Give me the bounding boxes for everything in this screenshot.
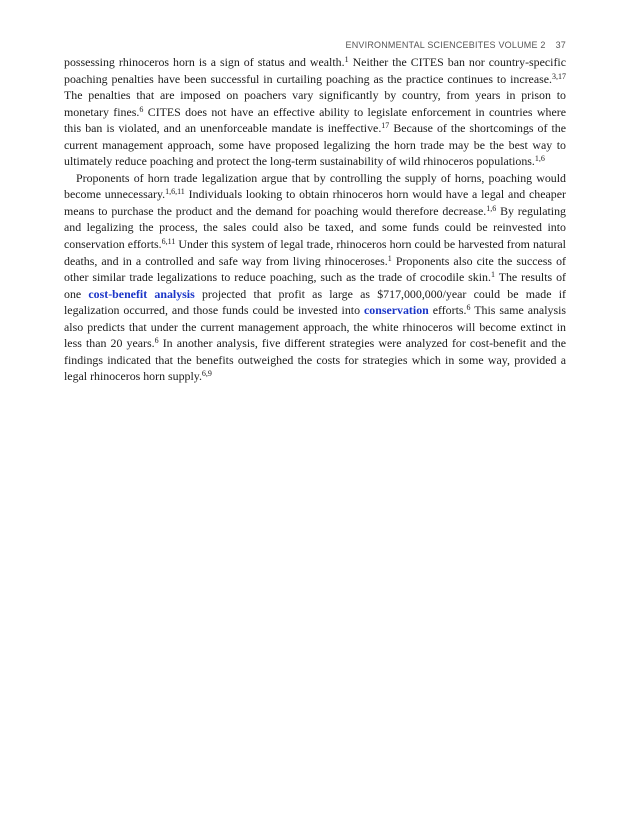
citation: 3,17 — [552, 71, 566, 81]
running-header — [346, 40, 566, 50]
sentence: Proponents also cite the success of other similar trade legalizations to reduce poaching, such as the trade of crocodile skin. — [64, 253, 566, 285]
sentence: Neither the CITES ban nor country-specific poaching penalties have been successful in curtailing poaching as the practice continues to increase. — [64, 55, 566, 86]
citation: 6,9 — [201, 369, 212, 379]
paragraph-1 — [64, 54, 566, 170]
citation: 6,11 — [161, 237, 176, 247]
body-text — [64, 54, 566, 385]
citation: 1,6 — [486, 203, 497, 213]
citation: 6 — [466, 303, 471, 313]
citation: 1 — [490, 270, 495, 280]
sentence: The penalties that are imposed on poachers vary significantly by country, from years in prison to monetary fines. — [64, 88, 566, 119]
sentence: efforts. — [428, 303, 467, 318]
sentence: In another analysis, five different strategies were analyzed for cost-benefit and the findings indicated that the benefits outweighed the costs for strategies which in some way, provided a legal rhinoceros horn supply. — [64, 336, 566, 384]
sentence: This same analysis also predicts that under the current management approach, the white rhinoceros will become extinct in less than 20 years. — [64, 303, 567, 351]
citation: 1,6 — [534, 154, 545, 164]
sentence: The results of one — [64, 270, 567, 301]
sentence: possessing rhinoceros horn is a sign of status and wealth. — [64, 55, 345, 69]
sentence: CITES does not have an effective ability to legislate enforcement in countries where this ban is violated, and an unenforceable mandate is ineffective. — [64, 104, 566, 136]
sentence: By regulating and legalizing the process, the sales could also be taxed, and some funds could be reinvested into conservation efforts. — [64, 203, 566, 252]
sentence: Under this system of legal trade, rhinoceros horn could be harvested from natural deaths, and in a controlled and safe way from living rhinoceroses. — [64, 237, 566, 268]
page-number: 37 — [555, 40, 566, 50]
citation: 6 — [139, 104, 144, 114]
glossary-link-conservation[interactable]: conservation — [364, 303, 429, 318]
sentence: projected that profit as large as $717,000,000/year could be made if legalization occurred, and those funds could be invested into — [64, 286, 566, 318]
sentence: Individuals looking to obtain rhinoceros horn would have a legal and cheaper means to purchase the product and the demand for poaching would therefore decrease. — [64, 187, 566, 218]
paragraph-2 — [64, 170, 566, 385]
citation: 1 — [344, 55, 349, 64]
running-title: ENVIRONMENTAL SCIENCEBITES VOLUME 2 — [345, 40, 546, 50]
sentence: Proponents of horn trade legalization argue that by controlling the supply of horns, poaching would become unnecessary. — [64, 170, 566, 202]
citation: 1,6,11 — [165, 187, 185, 197]
citation: 1 — [387, 253, 392, 263]
citation: 17 — [381, 121, 390, 131]
glossary-link-cost-benefit-analysis[interactable]: cost-benefit analysis — [88, 286, 195, 301]
sentence: Because of the shortcomings of the current management approach, some have proposed legalizing the horn trade may be the best way to ultimately reduce poaching and protect the long-term sustainability of wild rhinoceros populations. — [64, 121, 566, 169]
citation: 6 — [154, 336, 159, 346]
